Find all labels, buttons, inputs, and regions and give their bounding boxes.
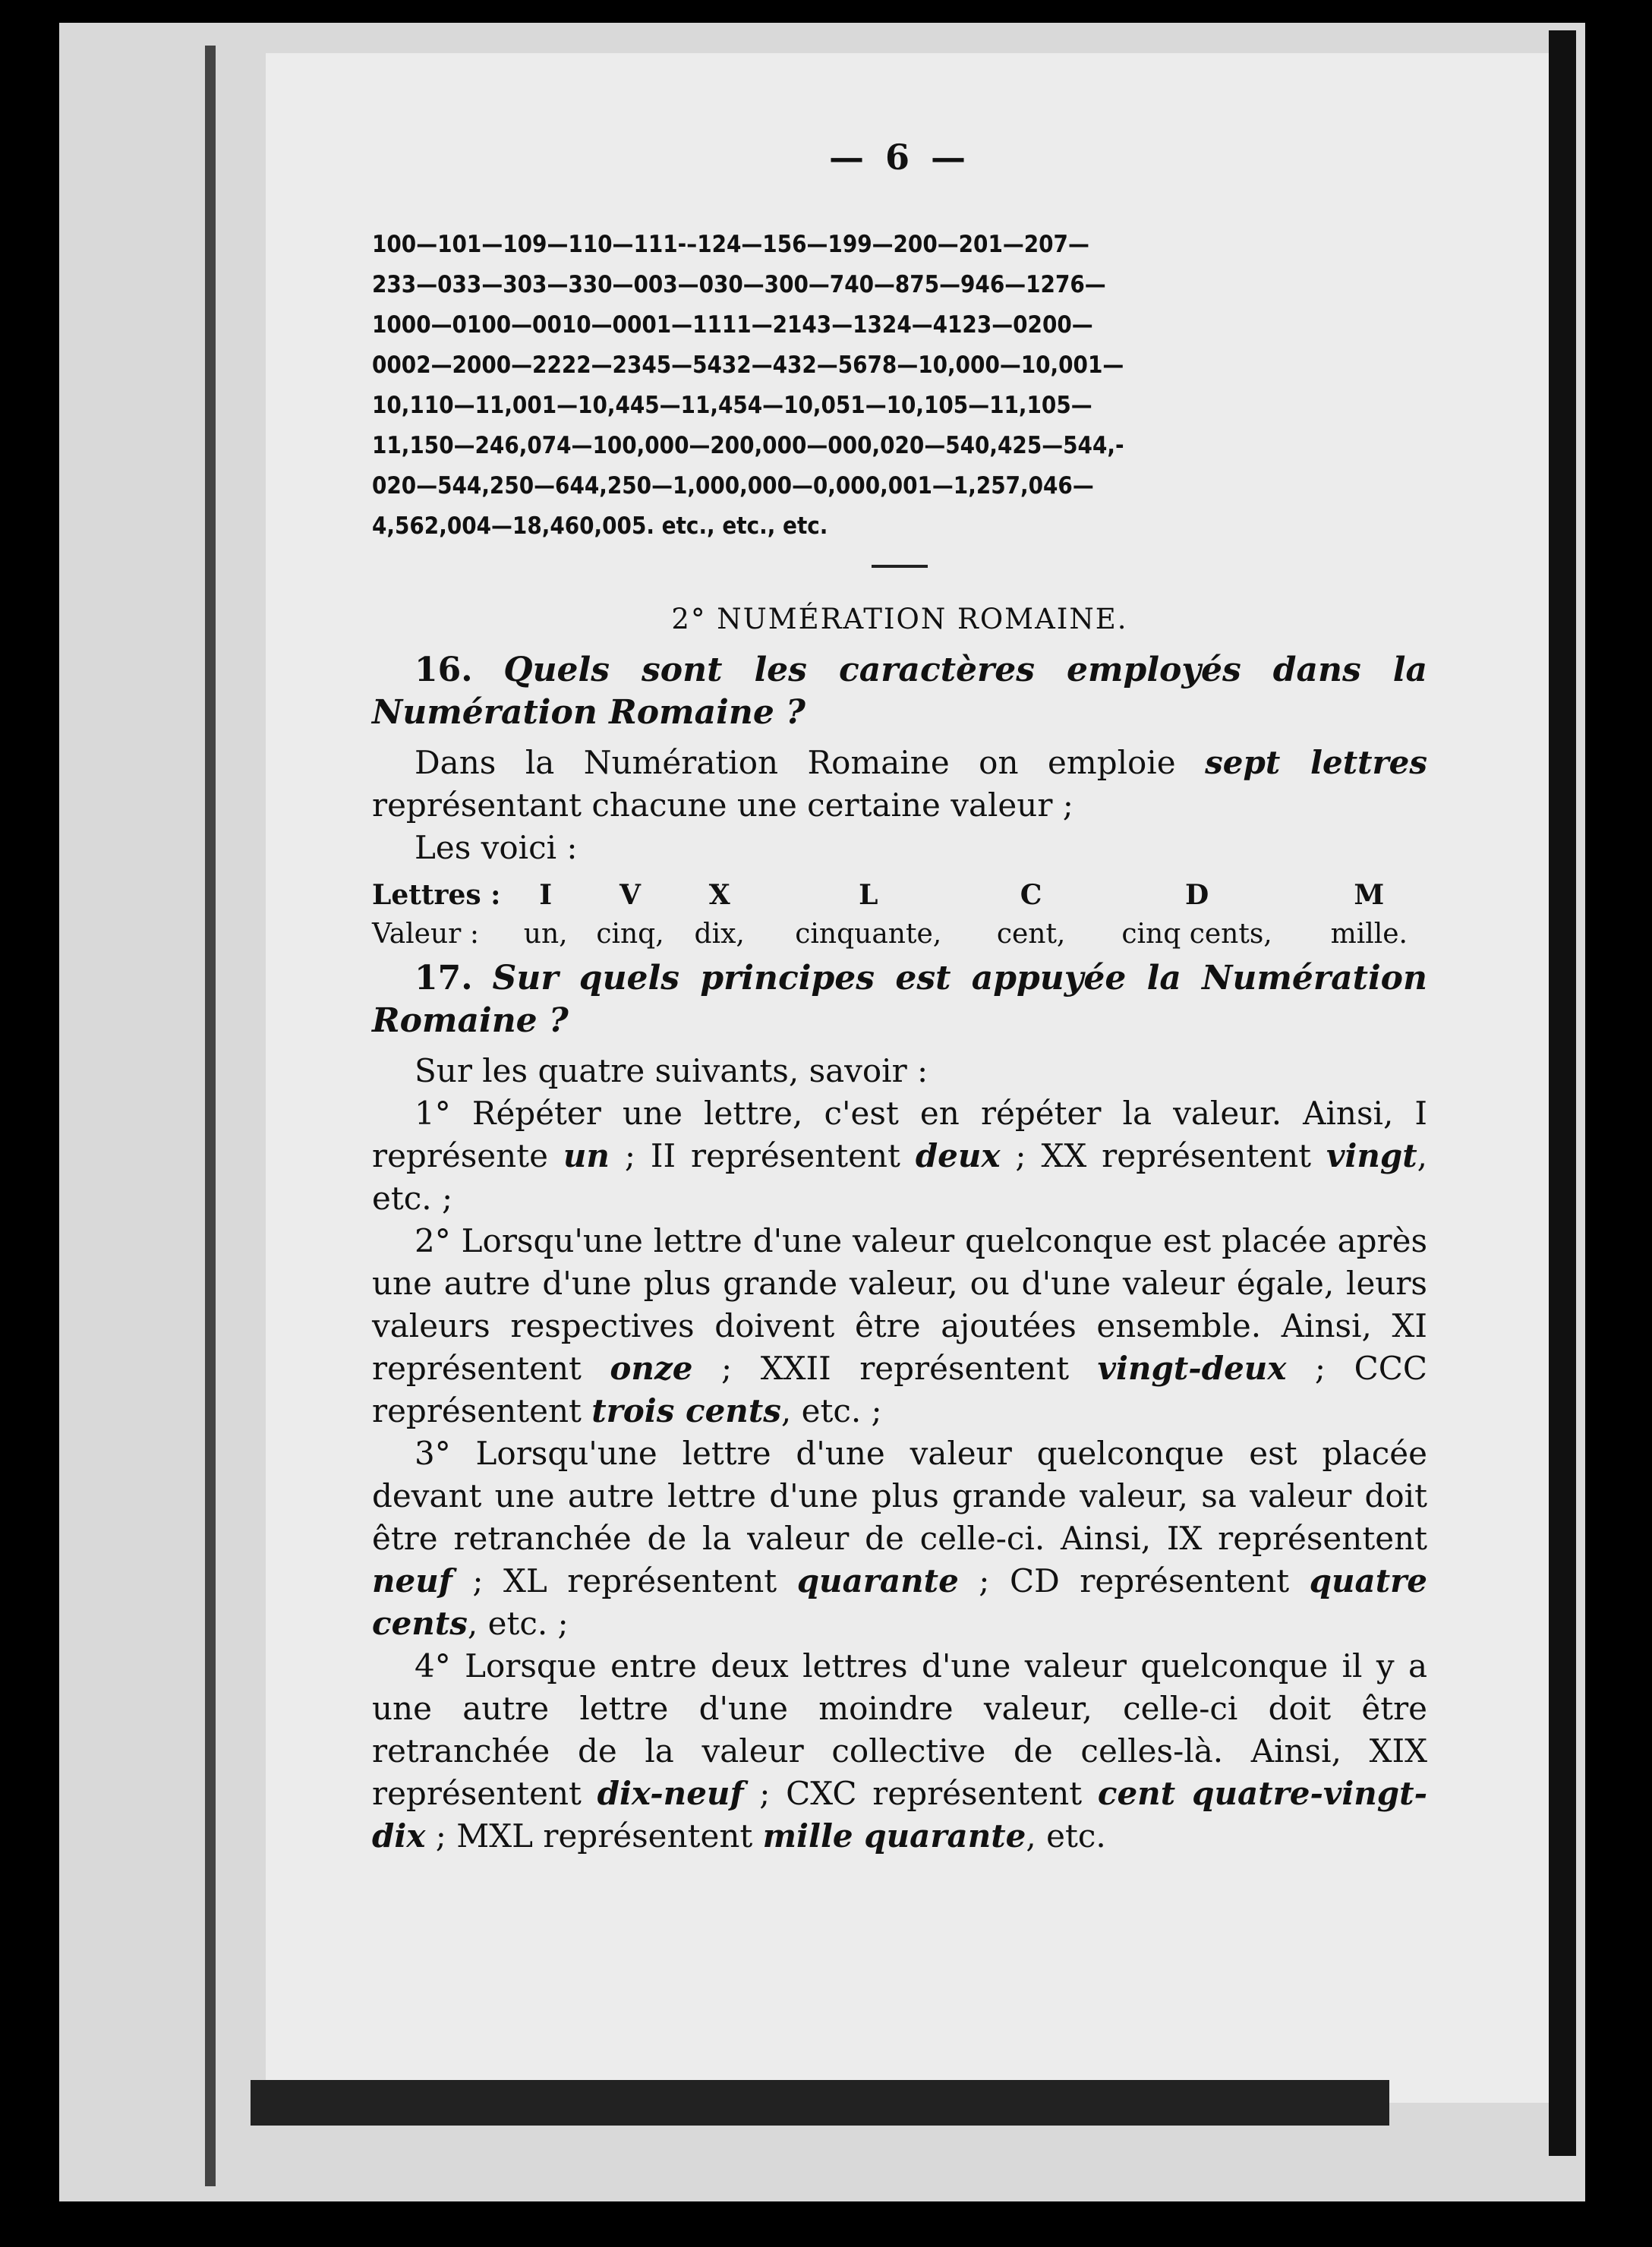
- number-line: 0002—2000—2222—2345—5432—432—5678—10,000—10,001—: [372, 351, 1124, 379]
- answer-text: représentant chacune une certaine valeur ;: [372, 786, 1073, 824]
- principle-text: 1° Répéter une lettre, c'est en répéter la valeur. Ainsi, I représente: [372, 1095, 1427, 1174]
- letters-label: Lettres :: [372, 879, 501, 911]
- roman-letter: L: [859, 879, 878, 911]
- principle-emphasis: dix-neuf: [597, 1775, 744, 1812]
- principle-emphasis: mille quarante: [762, 1817, 1026, 1855]
- roman-letter: I: [539, 879, 553, 911]
- question-17: [372, 957, 1427, 1042]
- question-number: 17.: [415, 959, 473, 997]
- principle-text: 2° Lorsqu'une lettre d'une valeur quelconque est placée après une autre d'une plus grande valeur, ou d'une valeur égale, leurs valeurs respectives doivent être ajoutées ensemble. Ainsi, XI représentent: [372, 1222, 1427, 1387]
- section-divider: [872, 565, 928, 568]
- principle-emphasis: quarante: [796, 1562, 959, 1599]
- principle-text: ; CD représentent: [958, 1562, 1310, 1599]
- principle-emphasis: un: [563, 1137, 610, 1174]
- principle-text: ; XX représentent: [1000, 1137, 1326, 1174]
- answer-16-paragraph: [372, 742, 1427, 827]
- answer-text: Dans la Numération Romaine on emploie: [415, 744, 1206, 781]
- roman-letter: V: [620, 879, 641, 911]
- question-number: 16.: [415, 651, 473, 689]
- roman-value: cinquante,: [795, 919, 942, 950]
- page-edge-left: [205, 46, 216, 2186]
- question-text: Sur quels principes est appuyée la Numération Romaine ?: [372, 959, 1427, 1040]
- values-row: [372, 915, 1427, 954]
- number-line: 10,110—11,001—10,445—11,454—10,051—10,105—11,105—: [372, 392, 1092, 419]
- principle-3: [372, 1432, 1427, 1645]
- number-line: 11,150—246,074—100,000—200,000—000,020—540,425—544,-: [372, 432, 1124, 459]
- principle-2: [372, 1220, 1427, 1432]
- roman-letter: C: [1020, 879, 1042, 911]
- number-line: 020—544,250—644,250—1,000,000—0,000,001—1,257,046—: [372, 472, 1094, 500]
- answer-16-intro: Les voici :: [415, 829, 578, 866]
- principle-text: , etc. ;: [467, 1605, 569, 1642]
- principle-emphasis: neuf: [372, 1562, 452, 1599]
- values-label: Valeur :: [372, 919, 479, 950]
- principle-text: , etc.: [1026, 1817, 1106, 1855]
- roman-value: un,: [523, 919, 568, 950]
- roman-letter: M: [1354, 879, 1385, 911]
- principle-text: 4° Lorsque entre deux lettres d'une valeur quelconque il y a une autre lettre d'une moindre valeur, celle-ci doit être retranchée de la valeur collective de celles-là. Ainsi, XIX représentent: [372, 1647, 1427, 1812]
- roman-value: mille.: [1330, 919, 1408, 950]
- principle-text: , etc. ;: [780, 1392, 882, 1429]
- principle-1: [372, 1092, 1427, 1220]
- page-content: [372, 137, 1427, 1858]
- number-line: 4,562,004—18,460,005. etc., etc., etc.: [372, 512, 828, 540]
- principle-emphasis: cent quatre-vingt-dix: [372, 1775, 1428, 1855]
- principle-emphasis: trois cents: [591, 1392, 781, 1429]
- letters-row: [372, 875, 1427, 915]
- question-text: Quels sont les caractères employés dans la Numération Romaine ?: [372, 651, 1427, 732]
- principle-text: ; XXII représentent: [692, 1350, 1098, 1387]
- roman-value: cent,: [996, 919, 1066, 950]
- principle-emphasis: onze: [610, 1350, 693, 1387]
- number-line: 1000—0100—0010—0001—1111—2143—1324—4123—0200—: [372, 311, 1093, 339]
- principle-text: ; XL représentent: [452, 1562, 797, 1599]
- principle-text: , etc. ;: [372, 1137, 1427, 1217]
- page-number: — 6 —: [828, 137, 971, 178]
- answer-17-intro: Sur les quatre suivants, savoir :: [415, 1052, 928, 1089]
- principle-emphasis: deux: [915, 1137, 1001, 1174]
- question-16: [372, 649, 1427, 734]
- principle-text: ; CCC représentent: [372, 1350, 1427, 1429]
- principle-text: ; CXC représentent: [743, 1775, 1098, 1812]
- principle-text: 3° Lorsqu'une lettre d'une valeur quelconque est placée devant une autre lettre d'une plus grande valeur, sa valeur doit être retranchée de la valeur de celle-ci. Ainsi, IX représentent: [372, 1435, 1427, 1557]
- principle-emphasis: quatre cents: [372, 1562, 1428, 1642]
- roman-value: cinq,: [596, 919, 664, 950]
- principle-text: ; MXL représentent: [425, 1817, 763, 1855]
- roman-letter: D: [1184, 879, 1209, 911]
- page-bottom-edge: [251, 2080, 1389, 2126]
- section-title: 2° NUMÉRATION ROMAINE.: [671, 603, 1128, 635]
- roman-letter: X: [708, 879, 730, 911]
- principle-text: ; II représentent: [609, 1137, 916, 1174]
- roman-value: cinq cents,: [1121, 919, 1272, 950]
- number-line: 100—101—109—110—111-–124—156—199—200—201—207—: [372, 231, 1089, 258]
- principle-emphasis: vingt-deux: [1097, 1350, 1287, 1387]
- roman-letters-table: [372, 875, 1427, 954]
- number-examples: [372, 225, 1427, 547]
- principle-emphasis: vingt: [1326, 1137, 1417, 1174]
- roman-value: dix,: [694, 919, 745, 950]
- answer-emphasis: sept lettres: [1205, 744, 1427, 781]
- page-binding-right: [1549, 30, 1576, 2156]
- principle-4: [372, 1645, 1427, 1858]
- number-line: 233—033—303—330—003—030—300—740—875—946—1276—: [372, 271, 1106, 298]
